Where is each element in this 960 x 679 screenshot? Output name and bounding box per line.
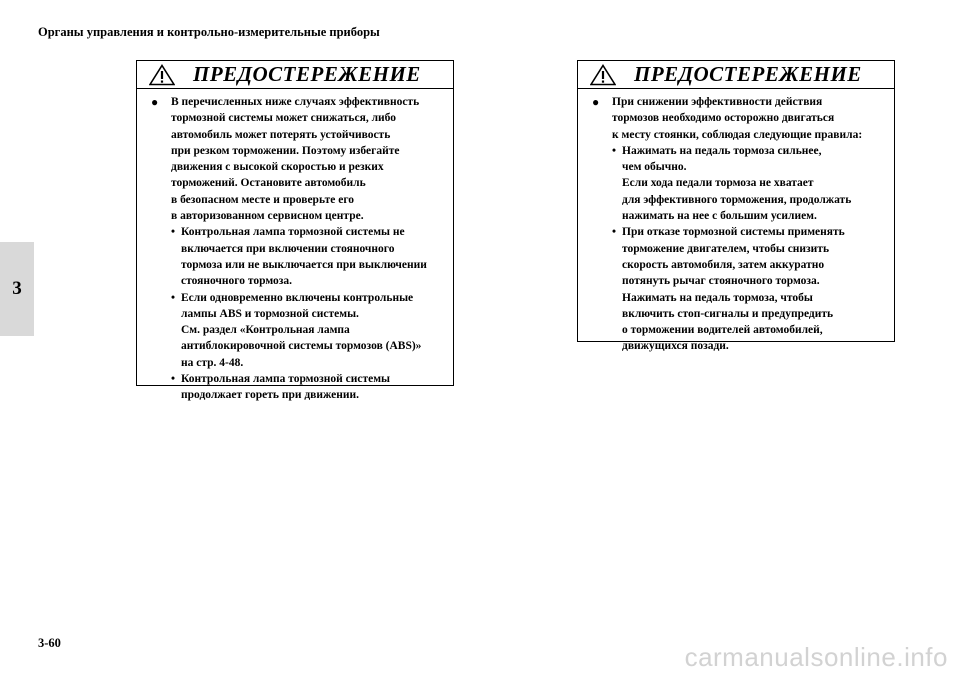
sub-bullet-icon: •: [612, 144, 617, 157]
warning-body: [578, 89, 894, 355]
text-line: движущихся позади.: [622, 340, 729, 353]
text-line: при резком торможении. Поэтому избегайте: [171, 144, 400, 157]
text-line: Контрольная лампа тормозной системы: [181, 373, 391, 386]
text-line: чем обычно.: [622, 161, 687, 174]
page-number: 3-60: [38, 636, 61, 650]
warning-subitem: [612, 224, 886, 354]
text-line: торможений. Остановите автомобиль: [171, 177, 366, 190]
text-line: включается при включении стояночного: [181, 242, 395, 255]
text-line: лампы ABS и тормозной системы.: [181, 307, 359, 320]
text-line: торможение двигателем, чтобы снизить: [622, 242, 830, 255]
watermark: carmanualsonline.info: [684, 642, 948, 672]
text-line: включить стоп-сигналы и предупредить: [622, 307, 834, 320]
text-line: стояночного тормоза.: [181, 275, 293, 288]
warning-box-right: [577, 60, 895, 353]
warning-title: ПРЕДОСТЕРЕЖЕНИЕ: [634, 62, 862, 86]
warning-subitem-text: [181, 290, 445, 371]
warning-triangle-icon: [590, 64, 616, 86]
text-line: Нажимать на педаль тормоза сильнее,: [622, 144, 822, 157]
text-line: нажимать на нее с большим усилием.: [622, 210, 817, 223]
warning-title: ПРЕДОСТЕРЕЖЕНИЕ: [193, 62, 421, 86]
text-line: тормозов необходимо осторожно двигаться: [612, 112, 835, 125]
text-line: в безопасном месте и проверьте его: [171, 193, 355, 206]
text-line: Контрольная лампа тормозной системы не: [181, 226, 405, 239]
text-line: Если хода педали тормоза не хватает: [622, 177, 814, 190]
text-line: тормозной системы может снижаться, либо: [171, 112, 397, 125]
text-line: Нажимать на педаль тормоза, чтобы: [622, 291, 813, 304]
text-line: о торможении водителей автомобилей,: [622, 324, 823, 337]
chapter-number: 3: [12, 278, 22, 299]
warning-subitem-text: [181, 224, 445, 289]
bullet-icon: ●: [151, 95, 159, 109]
warning-subitem: [171, 371, 445, 404]
sub-bullet-icon: •: [171, 226, 176, 239]
sub-bullet-icon: •: [171, 373, 176, 386]
warning-triangle-icon: [149, 64, 175, 86]
warning-subitem-text: [622, 143, 886, 224]
text-line: См. раздел «Контрольная лампа: [181, 324, 350, 337]
text-line: в авторизованном сервисном центре.: [171, 210, 364, 223]
warning-item-text: [612, 94, 886, 143]
text-line: движения с высокой скоростью и резких: [171, 161, 384, 174]
text-line: В перечисленных ниже случаях эффективность: [171, 96, 420, 108]
text-line: автомобиль может потерять устойчивость: [171, 128, 391, 141]
warning-header: [137, 61, 453, 89]
text-line: При отказе тормозной системы применять: [622, 226, 845, 239]
bullet-icon: ●: [592, 95, 600, 109]
warning-body: [137, 89, 453, 404]
warning-item: [151, 94, 445, 224]
warning-subitem-text: [181, 371, 445, 404]
warning-subitem: [612, 143, 886, 224]
warning-item: [592, 94, 886, 143]
text-line: для эффективного торможения, продолжать: [622, 193, 852, 206]
sub-bullet-icon: •: [171, 291, 176, 304]
warning-subitem: [171, 290, 445, 371]
text-line: скорость автомобиля, затем аккуратно: [622, 258, 825, 271]
text-line: к месту стоянки, соблюдая следующие правила:: [612, 128, 863, 141]
text-line: на стр. 4-48.: [181, 356, 244, 369]
warning-subitem-text: [622, 224, 886, 354]
warning-subitem: [171, 224, 445, 289]
warning-header: [578, 61, 894, 89]
warning-box-left: [136, 60, 454, 402]
text-line: продолжает гореть при движении.: [181, 389, 360, 402]
text-line: Если одновременно включены контрольные: [181, 291, 414, 304]
chapter-tab: [0, 242, 34, 336]
warning-item-text: [171, 94, 445, 224]
text-line: При снижении эффективности действия: [612, 96, 823, 108]
sub-bullet-icon: •: [612, 226, 617, 239]
text-line: потянуть рычаг стояночного тормоза.: [622, 275, 820, 288]
running-header: Органы управления и контрольно-измерительные приборы: [38, 25, 380, 39]
text-line: тормоза или не выключается при выключении: [181, 258, 427, 271]
text-line: антиблокировочной системы тормозов (ABS)»: [181, 340, 422, 353]
